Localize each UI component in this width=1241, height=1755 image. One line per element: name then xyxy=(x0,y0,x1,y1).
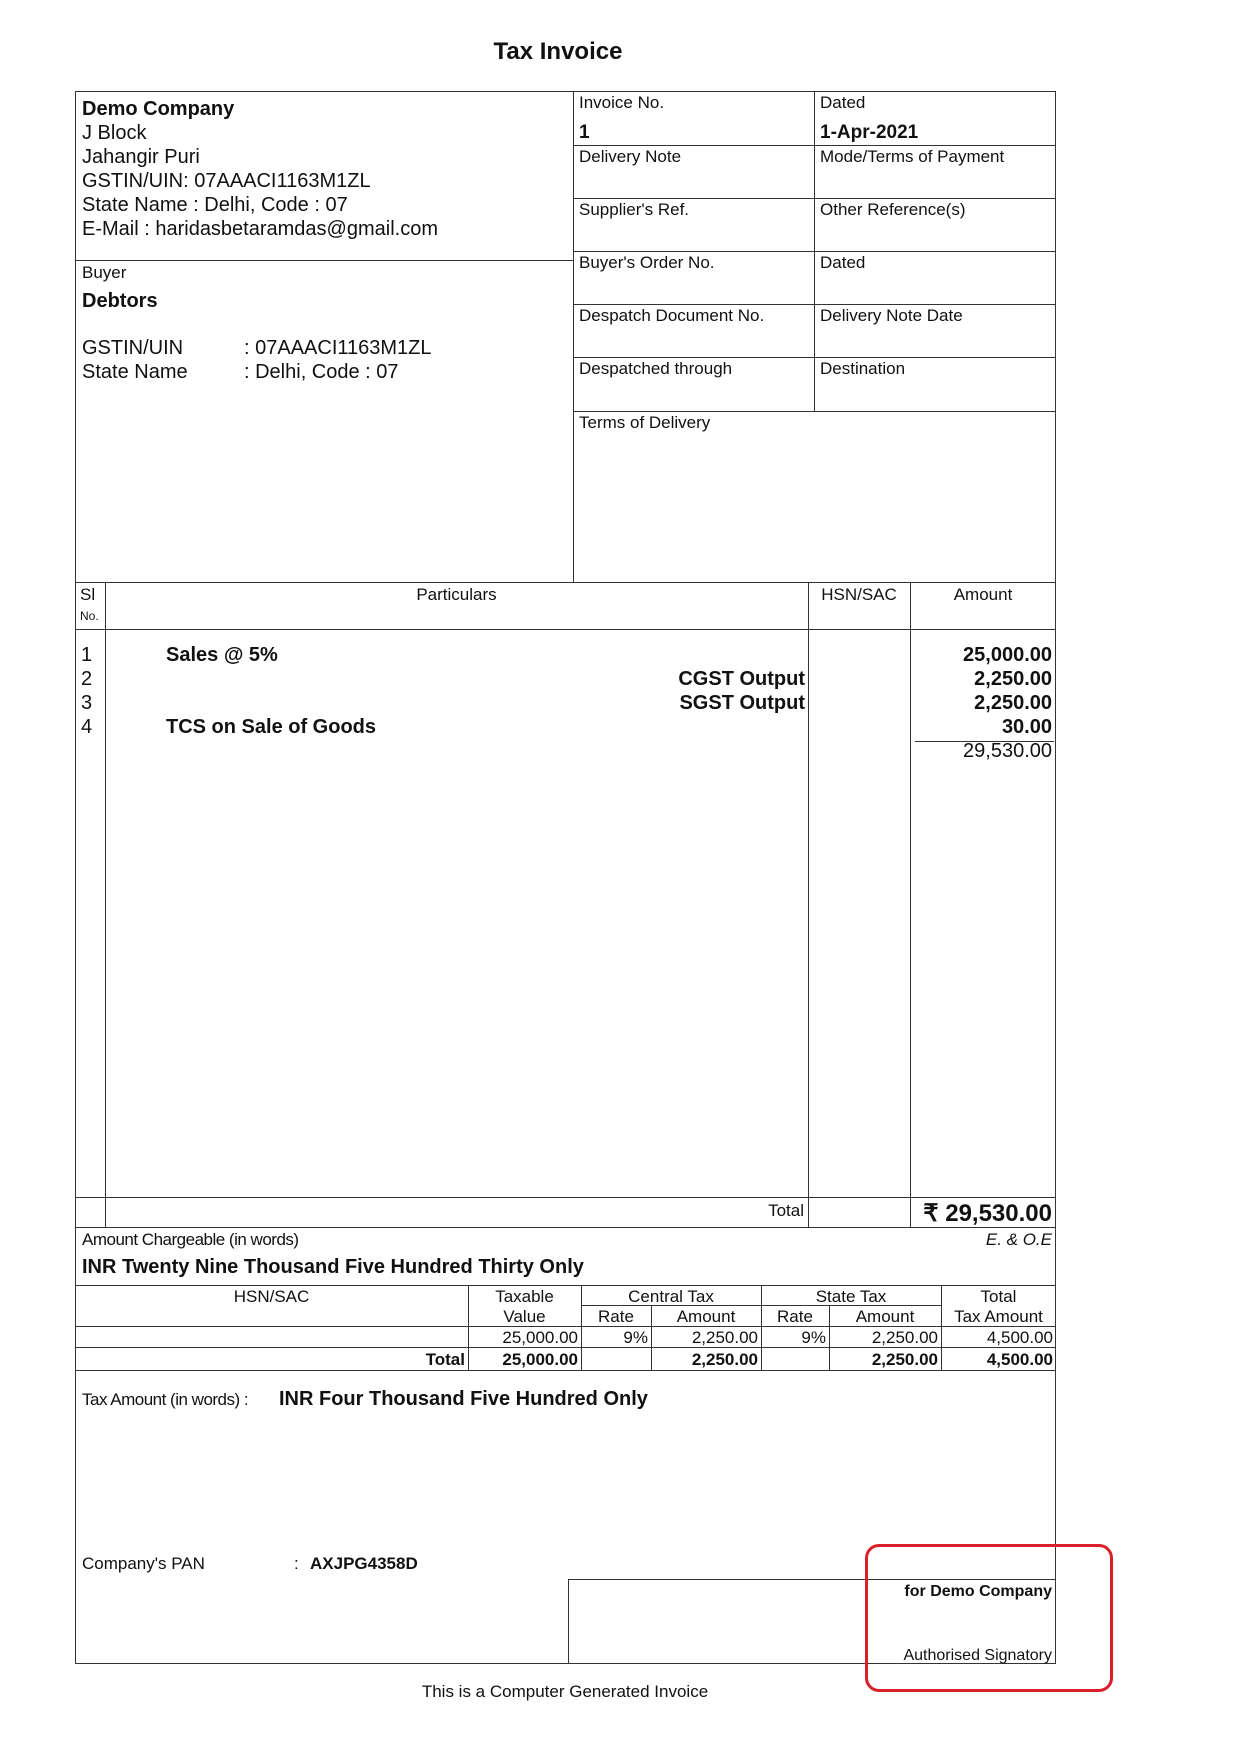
seller-name: Demo Company xyxy=(82,98,235,120)
signature-highlight xyxy=(865,1544,1113,1692)
tax-in-words: INR Four Thousand Five Hundred Only xyxy=(279,1388,648,1410)
tax-total-c-amount: 2,250.00 xyxy=(691,1350,758,1369)
tax-row-taxable: 25,000.00 xyxy=(502,1328,578,1347)
footer-note: This is a Computer Generated Invoice xyxy=(421,1682,709,1701)
pan-colon: : xyxy=(294,1554,299,1573)
tax-row-total: 4,500.00 xyxy=(986,1328,1053,1347)
pan-label: Company's PAN xyxy=(82,1554,205,1573)
tax-col-total-1: Total xyxy=(980,1287,1017,1306)
terms-delivery-label: Terms of Delivery xyxy=(579,413,711,432)
tax-col-hsn: HSN/SAC xyxy=(233,1287,310,1306)
total-label: Total xyxy=(768,1201,804,1220)
dated-label: Dated xyxy=(820,93,866,112)
authorised-signatory: Authorised Signatory xyxy=(903,1647,1052,1664)
tax-row-c-amount: 2,250.00 xyxy=(691,1328,758,1347)
eoe-note: E. & O.E xyxy=(985,1230,1052,1249)
row-3-name: SGST Output xyxy=(679,692,805,714)
row-4-amount: 30.00 xyxy=(1001,716,1052,738)
amount-words-label: Amount Chargeable (in words) xyxy=(82,1230,299,1249)
tax-row-c-rate: 9% xyxy=(623,1328,648,1347)
invoice-no-label: Invoice No. xyxy=(579,93,665,112)
buyer-order-label: Buyer's Order No. xyxy=(579,253,715,272)
row-1-amount: 25,000.00 xyxy=(963,644,1052,666)
pan-value: AXJPG4358D xyxy=(310,1554,418,1573)
row-1-sl: 1 xyxy=(81,644,93,666)
tax-col-state-rate: Rate xyxy=(777,1307,813,1326)
header-divider xyxy=(573,91,574,583)
buyer-gstin-value: : 07AAACI1163M1ZL xyxy=(244,337,432,359)
col-particulars: Particulars xyxy=(416,585,497,604)
row-4-name: TCS on Sale of Goods xyxy=(166,716,377,738)
for-company: for Demo Company xyxy=(904,1583,1052,1600)
tax-total-taxable: 25,000.00 xyxy=(502,1350,578,1369)
tax-col-central-rate: Rate xyxy=(598,1307,634,1326)
destination-label: Destination xyxy=(820,359,906,378)
col-sl: Sl xyxy=(80,585,96,604)
row-4-sl: 4 xyxy=(81,716,93,738)
invoice-date: 1-Apr-2021 xyxy=(820,122,919,143)
tax-words-label: Tax Amount (in words) : xyxy=(82,1390,249,1409)
despatched-through-label: Despatched through xyxy=(579,359,733,378)
invoice-frame xyxy=(75,91,1056,1664)
tax-col-total-2: Tax Amount xyxy=(954,1307,1043,1326)
seller-gstin: GSTIN/UIN: 07AAACI1163M1ZL xyxy=(82,170,371,192)
buyer-gstin-label: GSTIN/UIN xyxy=(82,337,184,359)
buyer-state-label: State Name xyxy=(82,361,188,383)
row-3-sl: 3 xyxy=(81,692,93,714)
delivery-note-date-label: Delivery Note Date xyxy=(820,306,963,325)
other-ref-label: Other Reference(s) xyxy=(820,200,966,219)
tax-total-s-amount: 2,250.00 xyxy=(871,1350,938,1369)
seller-state: State Name : Delhi, Code : 07 xyxy=(82,194,348,216)
tax-total-total: 4,500.00 xyxy=(986,1350,1053,1369)
delivery-note-label: Delivery Note xyxy=(579,147,682,166)
tax-row-s-rate: 9% xyxy=(801,1328,826,1347)
despatch-doc-label: Despatch Document No. xyxy=(579,306,765,325)
mode-terms-label: Mode/Terms of Payment xyxy=(820,147,1005,166)
subtotal-amount: 29,530.00 xyxy=(963,740,1052,762)
col-amount: Amount xyxy=(953,585,1013,604)
tax-col-central-amount: Amount xyxy=(676,1307,736,1326)
page-title: Tax Invoice xyxy=(493,38,623,65)
seller-address-2: Jahangir Puri xyxy=(82,146,200,168)
grand-total: ₹ 29,530.00 xyxy=(923,1200,1052,1227)
buyer-label: Buyer xyxy=(82,263,127,282)
row-2-amount: 2,250.00 xyxy=(974,668,1052,690)
buyer-name: Debtors xyxy=(82,290,158,312)
tax-col-taxable-1: Taxable xyxy=(495,1287,554,1306)
row-2-sl: 2 xyxy=(81,668,93,690)
invoice-no: 1 xyxy=(579,122,590,143)
col-no: No. xyxy=(80,609,99,623)
supplier-ref-label: Supplier's Ref. xyxy=(579,200,690,219)
tax-col-central: Central Tax xyxy=(628,1287,714,1306)
tax-row-s-amount: 2,250.00 xyxy=(871,1328,938,1347)
seller-email: E-Mail : haridasbetaramdas@gmail.com xyxy=(82,218,438,240)
tax-col-state-amount: Amount xyxy=(855,1307,915,1326)
order-dated-label: Dated xyxy=(820,253,866,272)
tax-col-taxable-2: Value xyxy=(503,1307,546,1326)
row-2-name: CGST Output xyxy=(678,668,805,690)
tax-col-state: State Tax xyxy=(815,1287,887,1306)
tax-total-label: Total xyxy=(425,1350,465,1369)
col-hsn: HSN/SAC xyxy=(821,585,897,604)
amount-in-words: INR Twenty Nine Thousand Five Hundred Thirty Only xyxy=(82,1256,584,1278)
row-1-name: Sales @ 5% xyxy=(166,644,278,666)
row-3-amount: 2,250.00 xyxy=(974,692,1052,714)
seller-address-1: J Block xyxy=(82,122,147,144)
buyer-state-value: : Delhi, Code : 07 xyxy=(244,361,399,383)
